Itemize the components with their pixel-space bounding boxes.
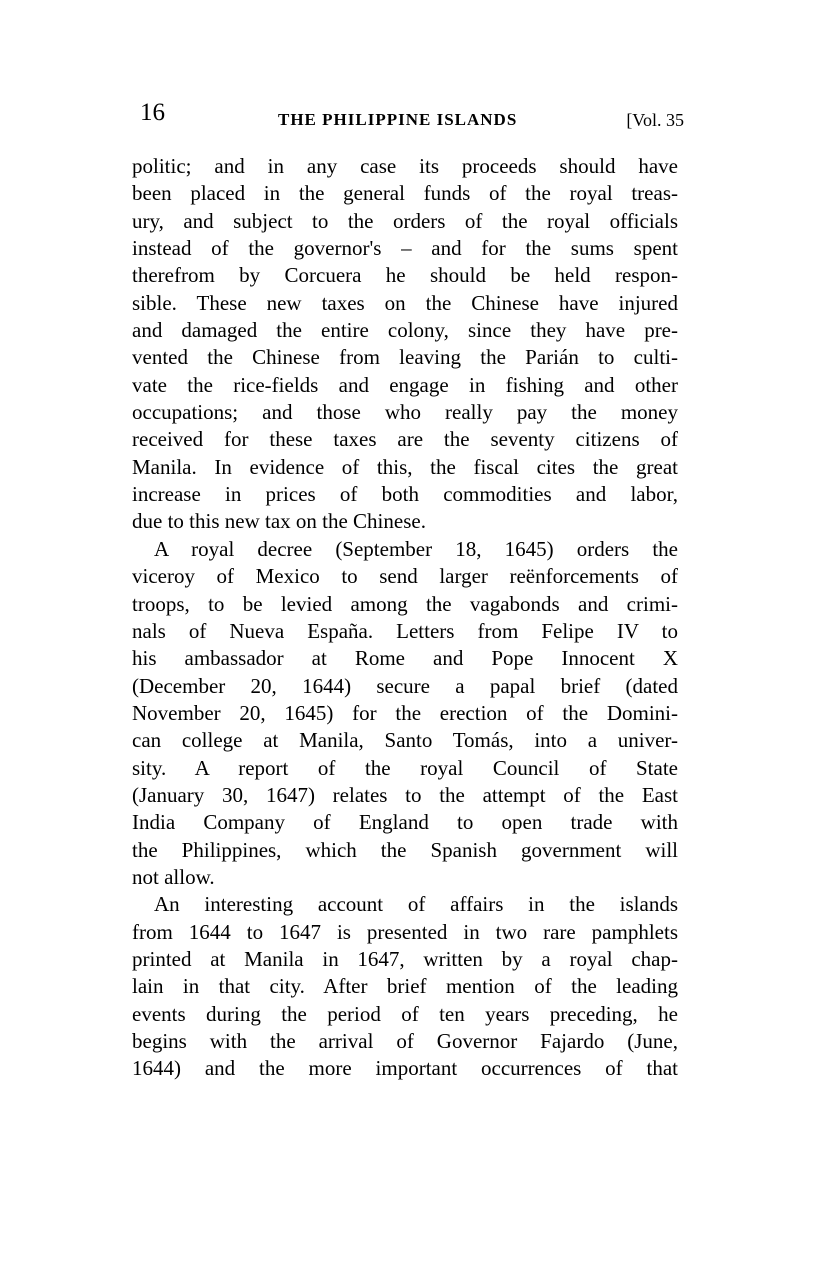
- text-line: his ambassador at Rome and Pope Innocent X: [132, 646, 678, 671]
- text-line: Manila. In evidence of this, the fiscal cites the great: [132, 454, 678, 479]
- text-line: increase in prices of both commodities and labor,: [132, 482, 678, 507]
- text-line: begins with the arrival of Governor Fajardo (June,: [132, 1029, 678, 1053]
- page-number: 16: [140, 99, 165, 126]
- text-line: viceroy of Mexico to send larger reënforcements of: [132, 564, 678, 589]
- running-head: [136, 98, 684, 130]
- text-line: therefrom by Corcuera he should be held respon-: [132, 263, 678, 288]
- text-line: not allow.: [132, 864, 215, 889]
- text-line: printed at Manila in 1647, written by a royal chap-: [132, 946, 678, 971]
- paragraph-1: [132, 153, 678, 536]
- text-line: (December 20, 1644) secure a papal brief (dated: [132, 673, 678, 698]
- text-line: November 20, 1645) for the erection of the Domini-: [132, 700, 678, 725]
- text-line: A royal decree (September 18, 1645) orders the: [154, 536, 678, 561]
- text-line: ury, and subject to the orders of the royal officials: [132, 208, 678, 233]
- text-line: been placed in the general funds of the royal treas-: [132, 181, 678, 206]
- text-line: occupations; and those who really pay the money: [132, 400, 678, 425]
- text-line: sible. These new taxes on the Chinese have injured: [132, 290, 678, 315]
- text-line: lain in that city. After brief mention of the leading: [132, 974, 678, 999]
- text-line: received for these taxes are the seventy citizens of: [132, 427, 678, 452]
- text-line: India Company of England to open trade with: [132, 810, 678, 835]
- body-text: [132, 153, 678, 1083]
- text-line: 1644) and the more important occurrences of that: [132, 1056, 678, 1081]
- text-line: vented the Chinese from leaving the Parián to culti-: [132, 345, 678, 370]
- text-line: due to this new tax on the Chinese.: [132, 509, 426, 534]
- text-line: nals of Nueva España. Letters from Felipe IV to: [132, 618, 678, 643]
- text-line: events during the period of ten years preceding, he: [132, 1001, 678, 1026]
- paragraph-3: [132, 891, 678, 1082]
- text-line: from 1644 to 1647 is presented in two rare pamphlets: [132, 919, 678, 944]
- text-line: vate the rice-fields and engage in fishing and other: [132, 372, 678, 397]
- text-line: sity. A report of the royal Council of State: [132, 755, 678, 780]
- text-line: politic; and in any case its proceeds should have: [132, 154, 678, 178]
- text-line: troops, to be levied among the vagabonds and crimi-: [132, 591, 678, 616]
- text-line: An interesting account of affairs in the islands: [154, 892, 678, 917]
- text-line: (January 30, 1647) relates to the attempt of the East: [132, 782, 678, 807]
- paragraph-2: [132, 536, 678, 891]
- text-line: the Philippines, which the Spanish government will: [132, 837, 678, 862]
- volume-number: [Vol. 35: [626, 110, 684, 130]
- text-line: can college at Manila, Santo Tomás, into a univer-: [132, 728, 678, 753]
- text-line: instead of the governor's – and for the sums spent: [132, 236, 678, 261]
- text-line: and damaged the entire colony, since they have pre-: [132, 318, 678, 343]
- running-title: THE PHILIPPINE ISLANDS: [278, 110, 518, 129]
